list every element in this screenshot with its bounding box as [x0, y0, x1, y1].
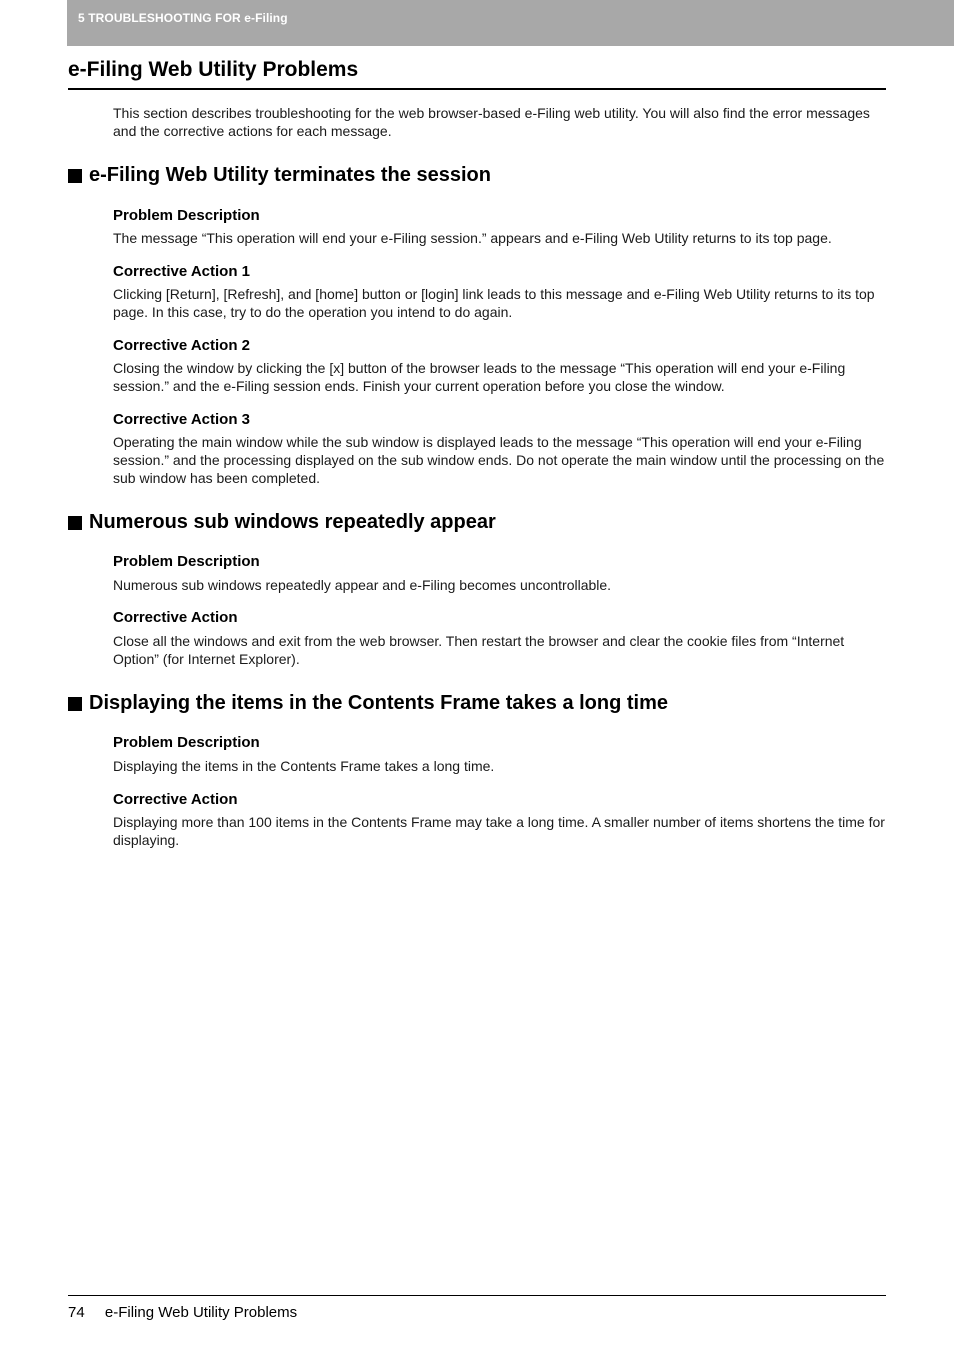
- page-footer: [68, 1304, 297, 1321]
- problem-description-text: Numerous sub windows repeatedly appear and e-Filing becomes uncontrollable.: [113, 577, 612, 593]
- chapter-header-bar: [67, 0, 954, 46]
- section-heading-sub-windows: [68, 511, 886, 534]
- corrective-action-text: Displaying more than 100 items in the Contents Frame may take a long time. A smaller number of items shortens the time for displaying.: [113, 814, 885, 848]
- section-heading-session: [68, 164, 886, 187]
- page-number: 74: [68, 1304, 85, 1321]
- square-bullet-icon: [68, 516, 82, 530]
- problem-description-heading: Problem Description: [113, 553, 260, 570]
- section-heading-contents-frame: [68, 692, 886, 715]
- chapter-title: 5 TROUBLESHOOTING FOR e-Filing: [78, 11, 288, 25]
- square-bullet-icon: [68, 697, 82, 711]
- corrective-action-heading: Corrective Action 3: [113, 411, 250, 428]
- corrective-action-heading: Corrective Action 1: [113, 263, 250, 280]
- corrective-action-heading: Corrective Action: [113, 609, 238, 626]
- problem-description-text: Displaying the items in the Contents Frame takes a long time.: [113, 758, 495, 774]
- footer-divider: [68, 1295, 886, 1296]
- corrective-action-text: Operating the main window while the sub window is displayed leads to the message “This operation will end your e-Filing session.” and the processing displayed on the sub window ends. Do not operate the main window until the processing on the sub window has been completed.: [113, 434, 885, 486]
- problem-description-text: The message “This operation will end your e-Filing session.” appears and e-Filing Web Utility returns to its top page.: [113, 230, 832, 246]
- corrective-action-text: Clicking [Return], [Refresh], and [home] button or [login] link leads to this message and e-Filing Web Utility returns to its top page. In this case, try to do the operation you intend to do again.: [113, 286, 875, 320]
- problem-description-heading: Problem Description: [113, 207, 260, 224]
- corrective-action-heading: Corrective Action: [113, 791, 238, 808]
- problem-description-heading: Problem Description: [113, 734, 260, 751]
- section-heading-text: Numerous sub windows repeatedly appear: [89, 511, 496, 533]
- section-heading-text: Displaying the items in the Contents Frame takes a long time: [89, 692, 669, 714]
- square-bullet-icon: [68, 169, 82, 183]
- intro-paragraph: This section describes troubleshooting for the web browser-based e-Filing web utility. You will also find the error messages and the corrective actions for each message.: [113, 105, 870, 139]
- corrective-action-text: Close all the windows and exit from the web browser. Then restart the browser and clear the cookie files from “Internet Option” (for Internet Explorer).: [113, 633, 845, 667]
- page-title: e-Filing Web Utility Problems: [68, 58, 886, 90]
- corrective-action-text: Closing the window by clicking the [x] button of the browser leads to the message “This operation will end your e-Filing session.” and the e-Filing session ends. Finish your current operation before you close the window.: [113, 360, 846, 394]
- corrective-action-heading: Corrective Action 2: [113, 337, 250, 354]
- section-heading-text: e-Filing Web Utility terminates the session: [89, 164, 491, 186]
- footer-title: e-Filing Web Utility Problems: [104, 1304, 298, 1321]
